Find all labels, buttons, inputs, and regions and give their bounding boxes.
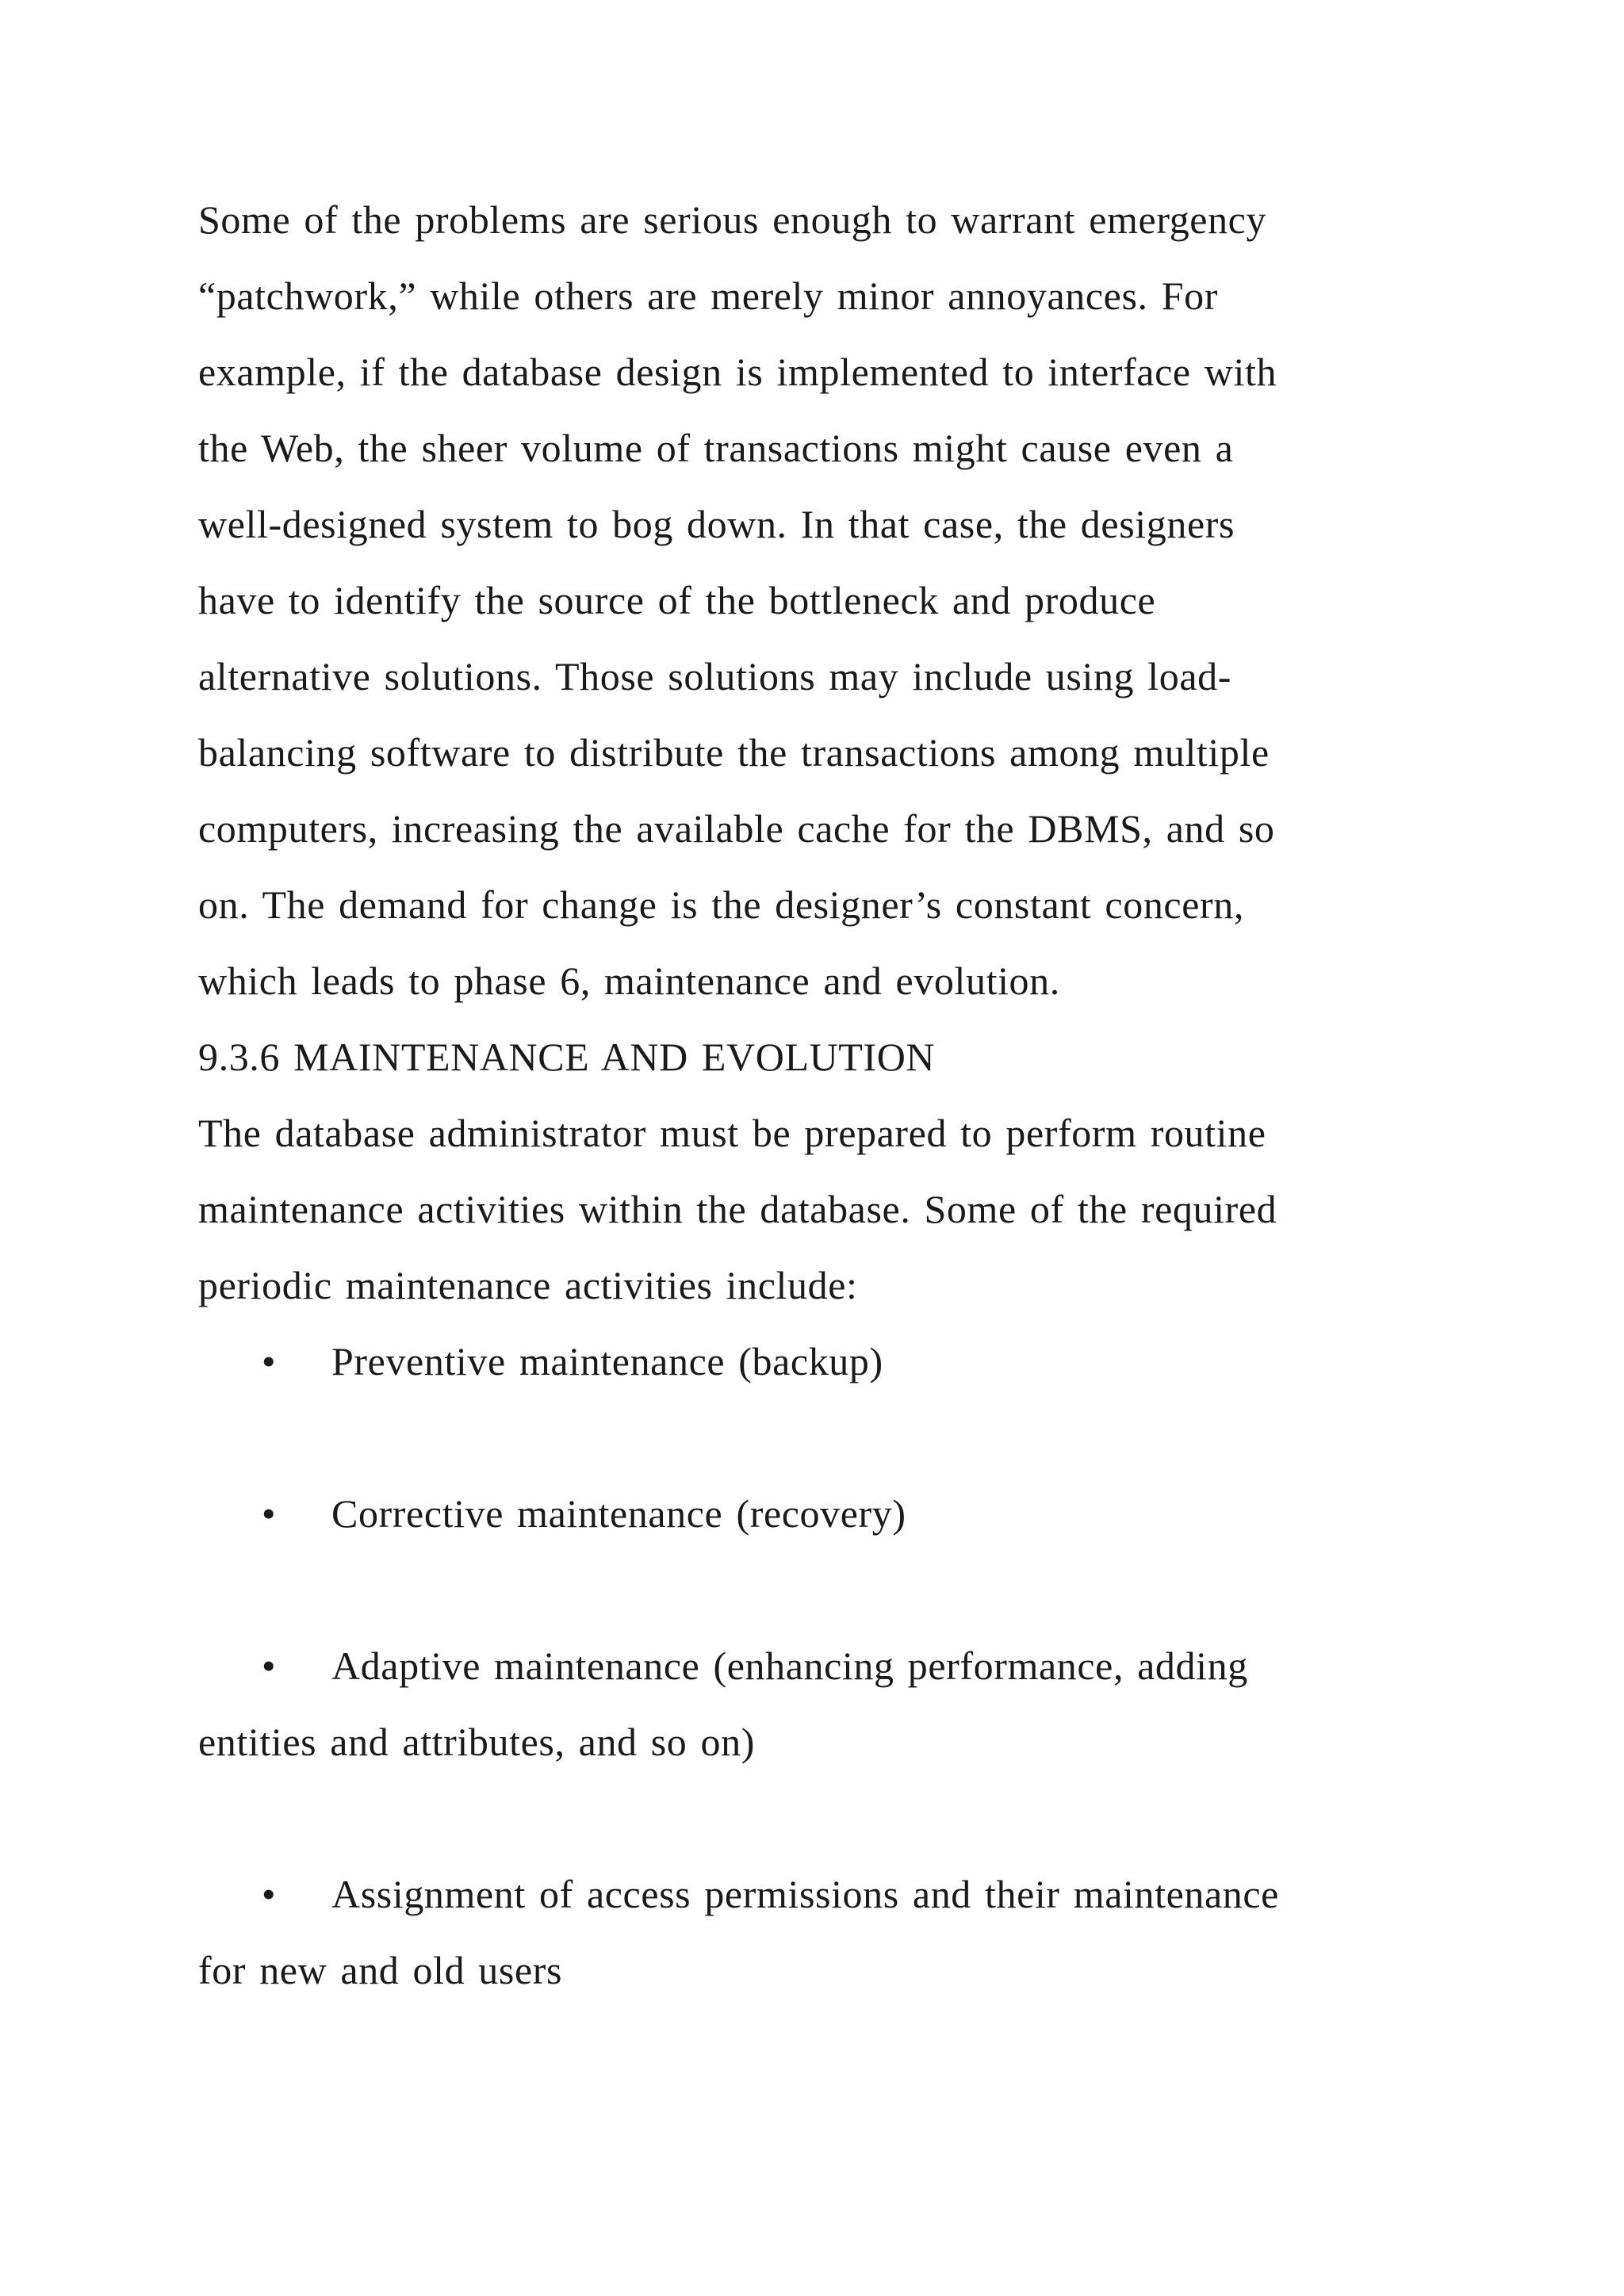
- text-line: balancing software to distribute the transactions among multiple: [198, 730, 1270, 775]
- text-line: “patchwork,” while others are merely minor annoyances. For: [198, 274, 1218, 318]
- text-line: example, if the database design is implemented to interface with: [198, 350, 1277, 394]
- text-line: Some of the problems are serious enough to warrant emergency: [198, 197, 1267, 242]
- text-line: the Web, the sheer volume of transactions might cause even a: [198, 426, 1234, 470]
- bullet-marker: •: [262, 1491, 277, 1536]
- list-item-text: Assignment of access permissions and their maintenance: [331, 1872, 1279, 1916]
- text-line: well-designed system to bog down. In that case, the designers: [198, 502, 1235, 546]
- bullet-marker: •: [262, 1872, 277, 1916]
- text-line: maintenance activities within the database. Some of the required: [198, 1187, 1277, 1231]
- list-item-continuation: for new and old users: [198, 1948, 563, 1992]
- list-item-text: Corrective maintenance (recovery): [331, 1491, 906, 1536]
- list-item-continuation: entities and attributes, and so on): [198, 1720, 755, 1764]
- text-line: which leads to phase 6, maintenance and evolution.: [198, 959, 1060, 1003]
- text-line: computers, increasing the available cache for the DBMS, and so: [198, 806, 1275, 851]
- text-line: The database administrator must be prepared to perform routine: [198, 1111, 1266, 1155]
- list-item-text: Adaptive maintenance (enhancing performance, adding: [331, 1644, 1248, 1688]
- text-line: alternative solutions. Those solutions may include using load-: [198, 654, 1231, 698]
- text-line: periodic maintenance activities include:: [198, 1263, 858, 1307]
- text-line: have to identify the source of the bottleneck and produce: [198, 578, 1156, 622]
- text-line: on. The demand for change is the designer’s constant concern,: [198, 882, 1244, 927]
- section-heading: 9.3.6 MAINTENANCE AND EVOLUTION: [198, 1035, 936, 1079]
- bullet-marker: •: [262, 1339, 277, 1383]
- list-item-text: Preventive maintenance (backup): [331, 1339, 883, 1383]
- bullet-marker: •: [262, 1644, 277, 1688]
